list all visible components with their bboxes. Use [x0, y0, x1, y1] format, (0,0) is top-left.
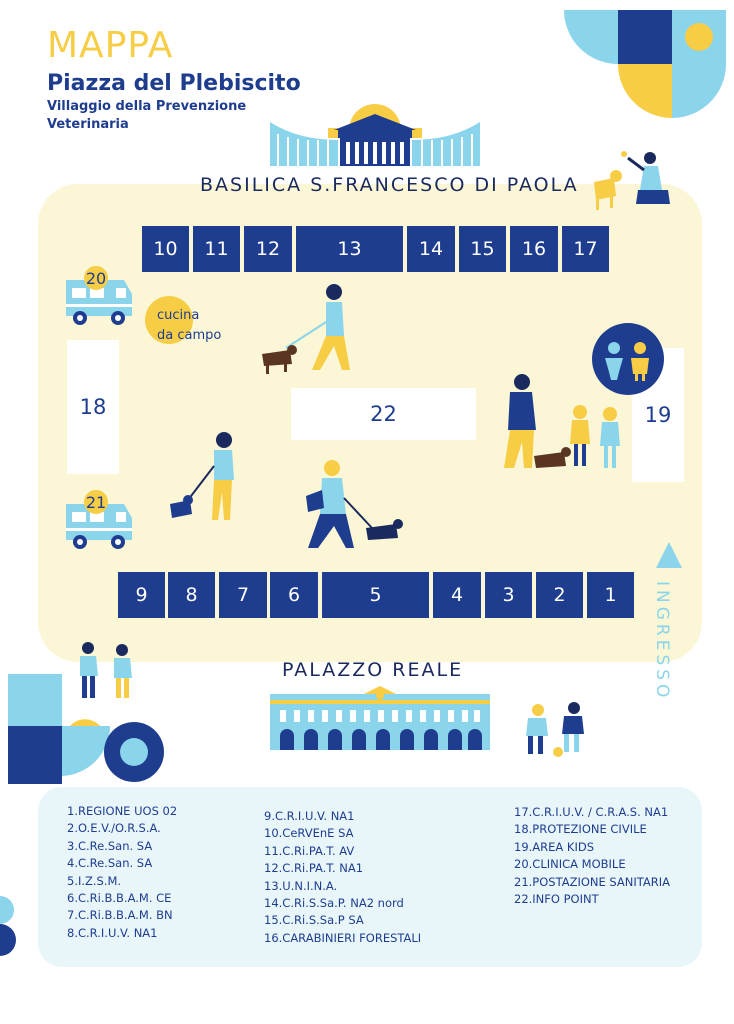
stall-3: 3	[485, 572, 532, 618]
person-walking-dog-illustration	[258, 282, 358, 378]
stall-12: 12	[244, 226, 292, 272]
palazzo-reale-label: PALAZZO REALE	[282, 659, 464, 681]
legend-item-11: 11.C.Ri.PA.T. AV	[264, 843, 355, 858]
decorative-edge-shape	[0, 896, 16, 976]
woman-walking-dog-illustration	[166, 430, 246, 526]
legend-item-6: 6.C.Ri.B.B.A.M. CE	[67, 891, 172, 906]
legend-item-2: 2.O.E.V./O.R.S.A.	[67, 821, 161, 836]
entrance-label: INGRESSO	[652, 581, 672, 702]
legend-item-21: 21.POSTAZIONE SANITARIA	[514, 874, 671, 889]
stall-1: 1	[587, 572, 634, 618]
legend-item-3: 3.C.Re.San. SA	[67, 838, 153, 853]
legend-item-13: 13.U.N.I.N.A.	[264, 878, 338, 893]
legend-item-17: 17.C.R.I.U.V. / C.R.A.S. NA1	[514, 805, 669, 819]
family-with-dog-illustration	[492, 372, 636, 476]
legend-item-18: 18.PROTEZIONE CIVILE	[514, 822, 647, 837]
legend-item-9: 9.C.R.I.U.V. NA1	[264, 809, 355, 823]
stall-2: 2	[536, 572, 583, 618]
legend-column-3	[514, 804, 670, 908]
person-playing-with-dog-illustration	[588, 148, 674, 214]
van-21-label: 21	[85, 493, 107, 512]
event-subtitle: Villaggio della Prevenzione	[47, 99, 247, 114]
legend-item-8: 8.C.R.I.U.V. NA1	[67, 925, 158, 940]
location-name: Piazza del Plebiscito	[47, 71, 301, 96]
woman-with-bag-walking-dog-illustration	[306, 460, 406, 552]
mobile-clinic-van-icon	[64, 266, 134, 328]
stall-16: 16	[510, 226, 558, 272]
field-kitchen-label: cucina da campo	[157, 308, 222, 343]
stall-4: 4	[433, 572, 481, 618]
palazzo-reale-illustration	[268, 686, 492, 752]
legend-item-1: 1.REGIONE UOS 02	[67, 804, 178, 818]
stall-6: 6	[270, 572, 318, 618]
legend-item-19: 19.AREA KIDS	[514, 839, 595, 854]
stall-10: 10	[142, 226, 189, 272]
stall-9: 9	[118, 572, 165, 618]
area-18: 18	[67, 340, 119, 474]
event-subtitle-line2: Veterinaria	[47, 117, 129, 132]
stall-14: 14	[407, 226, 455, 272]
area-19: 19	[632, 348, 684, 482]
stall-15: 15	[459, 226, 506, 272]
kids-playing-football-illustration	[518, 700, 590, 760]
legend-item-15: 15.C.Ri.S.Sa.P SA	[264, 913, 364, 928]
legend-item-5: 5.I.Z.S.M.	[67, 873, 122, 888]
van-20-label: 20	[85, 269, 107, 288]
legend-item-12: 12.C.Ri.PA.T. NA1	[264, 861, 364, 876]
stall-17: 17	[562, 226, 609, 272]
legend-item-22: 22.INFO POINT	[514, 892, 599, 907]
area-22-info-point: 22	[291, 388, 476, 440]
people-chatting-illustration	[70, 640, 142, 702]
legend-item-16: 16.CARABINIERI FORESTALI	[264, 930, 422, 945]
stall-13: 13	[296, 226, 403, 272]
map-title: MAPPA	[47, 25, 174, 66]
legend-item-10: 10.CeRVEnE SA	[264, 826, 354, 841]
legend-item-20: 20.CLINICA MOBILE	[514, 857, 626, 872]
basilica-label: BASILICA S.FRANCESCO DI PAOLA	[200, 174, 579, 196]
stall-7: 7	[219, 572, 267, 618]
basilica-illustration	[268, 100, 482, 170]
legend-item-7: 7.C.Ri.B.B.A.M. BN	[67, 908, 173, 923]
legend-item-4: 4.C.Re.San. SA	[67, 856, 153, 871]
stall-5: 5	[322, 572, 429, 618]
decorative-shapes-top	[560, 8, 734, 120]
legend-item-14: 14.C.Ri.S.Sa.P. NA2 nord	[264, 896, 404, 911]
health-post-van-icon	[64, 490, 134, 552]
legend-column-1	[67, 803, 177, 942]
stall-8: 8	[168, 572, 215, 618]
entrance-arrow-icon	[654, 540, 684, 572]
legend-column-2	[264, 808, 421, 947]
stall-11: 11	[193, 226, 240, 272]
